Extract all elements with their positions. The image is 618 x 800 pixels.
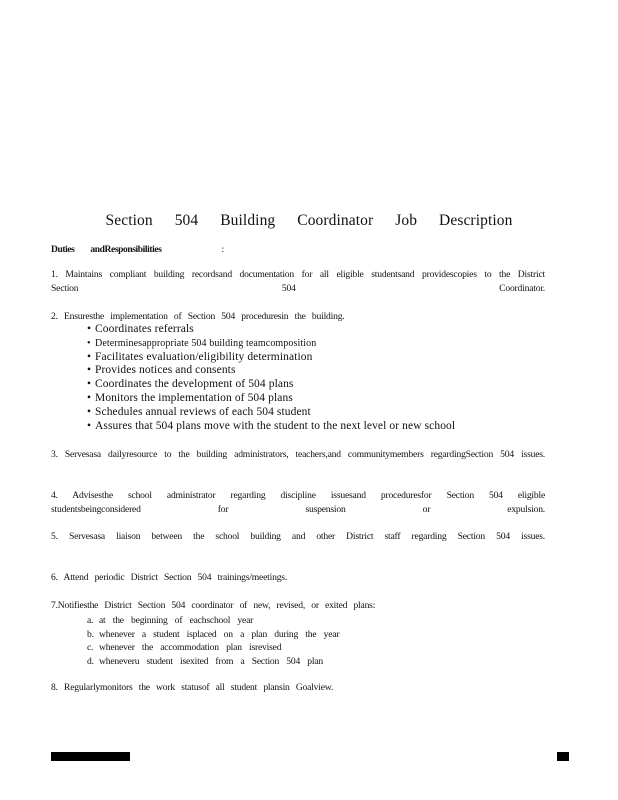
- item-3: 3. Servesasa dailyresource to the building administrators, teachers,and communitymembers regardingSection 504 issues.: [51, 449, 545, 460]
- page-title: Section 504 Building Coordinator Job Description: [105, 212, 513, 229]
- bullet-item: • Schedules annual reviews of each 504 student: [87, 406, 455, 420]
- item-8: 8. Regularlymonitors the work statusof all student plansin Goalview.: [51, 682, 334, 693]
- item-5: 5. Servesasa liaison between the school building and other District staff regarding Section 504 issues.: [51, 531, 545, 542]
- footer-bar-left: [51, 752, 130, 761]
- sub-list-item: c. whenever the accommodation plan isrevised: [87, 642, 282, 654]
- item-4: 4. Advisesthe school administrator regarding discipline issuesand proceduresfor Section 504 eligible studentsbeingconsidered for suspension or expulsion.: [51, 490, 545, 515]
- bullet-item: • Coordinates referrals: [87, 323, 455, 337]
- bullet-item: • Monitors the implementation of 504 plans: [87, 392, 455, 406]
- item-7-sub-list: [87, 614, 339, 668]
- item-7: 7.Notifiesthe District Section 504 coordinator of new, revised, or exited plans:: [51, 600, 376, 611]
- duties-heading-text: Duties andResponsibilities: [51, 245, 162, 255]
- bullet-item: • Coordinates the development of 504 plans: [87, 378, 455, 392]
- sub-list-item: d. wheneveru student isexited from a Section 504 plan: [87, 655, 324, 667]
- duties-colon: :: [221, 245, 224, 255]
- item-2-bullet-list: [87, 323, 455, 433]
- duties-heading: [51, 245, 224, 255]
- footer-bar-right: [557, 752, 569, 761]
- item-6: 6. Attend periodic District Section 504 trainings/meetings.: [51, 572, 288, 583]
- sub-list-item: b. whenever a student isplaced on a plan during the year: [87, 628, 340, 640]
- item-2: 2. Ensuresthe implementation of Section 504 proceduresin the building.: [51, 311, 345, 322]
- item-1: 1. Maintains compliant building recordsand documentation for all eligible studentsand providescopies to the District Section 504 Coordinator.: [51, 269, 545, 294]
- bullet-item: • Provides notices and consents: [87, 364, 455, 378]
- bullet-item: • Determinesappropriate 504 building teamcomposition: [87, 337, 455, 351]
- bullet-item: • Assures that 504 plans move with the student to the next level or new school: [87, 420, 455, 434]
- sub-list-item: a. at the beginning of eachschool year: [87, 615, 254, 626]
- bullet-item: • Facilitates evaluation/eligibility determination: [87, 351, 455, 365]
